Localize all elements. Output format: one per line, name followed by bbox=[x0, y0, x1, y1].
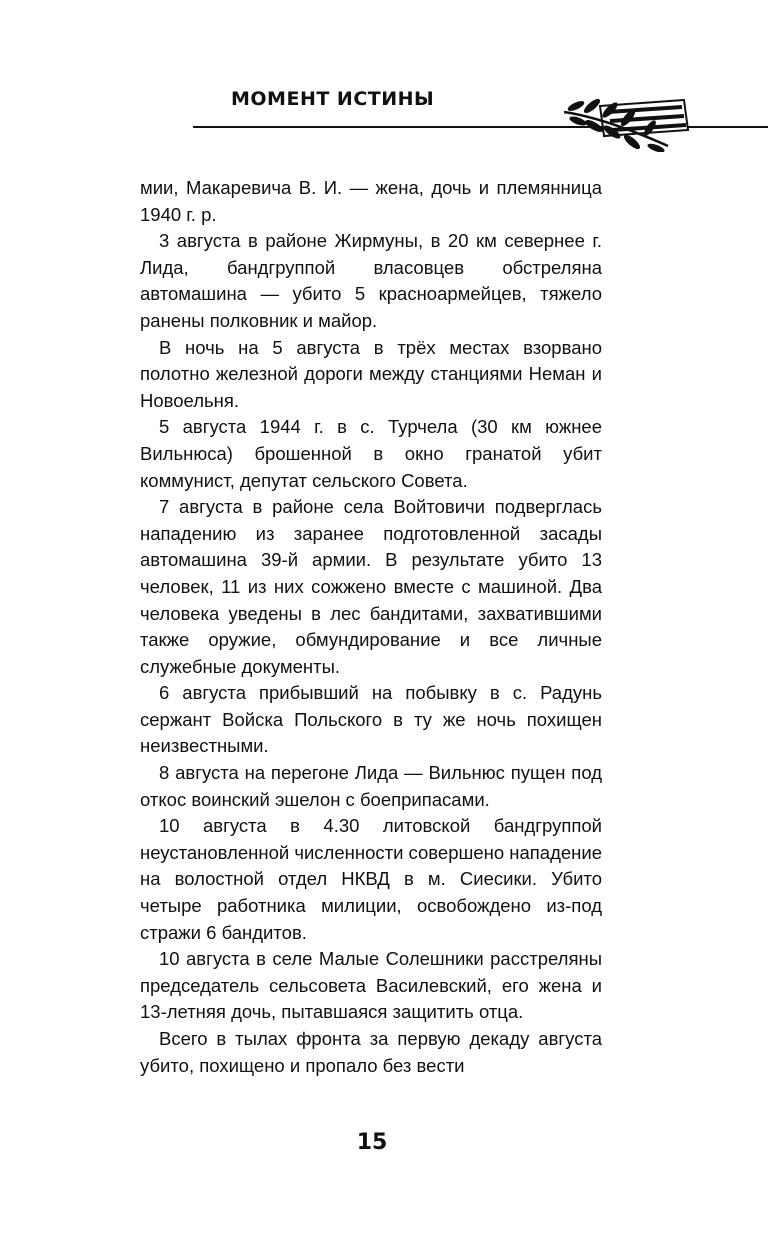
laurel-ribbon-icon bbox=[560, 84, 690, 152]
paragraph: 6 августа прибывший на побывку в с. Радунь сержант Войска Польского в ту же ночь похищен неизвестными. bbox=[140, 682, 602, 757]
body-text bbox=[140, 175, 602, 1079]
paragraph: В ночь на 5 августа в трёх местах взорвано полотно железной дороги между станциями Неман и Новоельня. bbox=[140, 336, 602, 411]
page-number: 15 bbox=[356, 1130, 388, 1155]
paragraph: мии, Макаревича В. И. — жена, дочь и племянница 1940 г. р. bbox=[140, 177, 602, 225]
running-title: МОМЕНТ ИСТИНЫ bbox=[231, 88, 435, 110]
paragraph: 8 августа на перегоне Лида — Вильнюс пущен под откос воинский эшелон с боеприпасами. bbox=[140, 762, 602, 810]
paragraph: 10 августа в 4.30 литовской бандгруппой неустановленной численности совершено нападение на волостной отдел НКВД в м. Сиесики. Убито четыре работника милиции, освобождено из-под стражи 6 бандитов. bbox=[140, 815, 603, 943]
paragraph: Всего в тылах фронта за первую декаду августа убито, похищено и пропало без вести bbox=[140, 1028, 602, 1076]
paragraph: 3 августа в районе Жирмуны, в 20 км севернее г. Лида, бандгруппой власовцев обстреляна автомашина — убито 5 красноармейцев, тяжело ранены полковник и майор. bbox=[140, 230, 602, 331]
paragraph: 5 августа 1944 г. в с. Турчела (30 км южнее Вильнюса) брошенной в окно гранатой убит коммунист, депутат сельского Совета. bbox=[140, 416, 602, 491]
paragraph: 7 августа в районе села Войтовичи подверглась нападению из заранее подготовленной засады автомашина 39-й армии. В результате убито 13 человек, 11 из них сожжено вместе с машиной. Два человека уведены в лес бандитами, захватившими также оружие, обмундирование и все личные служебные документы. bbox=[140, 496, 602, 677]
paragraph: 10 августа в селе Малые Солешники расстреляны председатель сельсовета Василевский, его жена и 13-летняя дочь, пытавшаяся защитить отца. bbox=[140, 948, 602, 1023]
running-header bbox=[0, 0, 768, 160]
